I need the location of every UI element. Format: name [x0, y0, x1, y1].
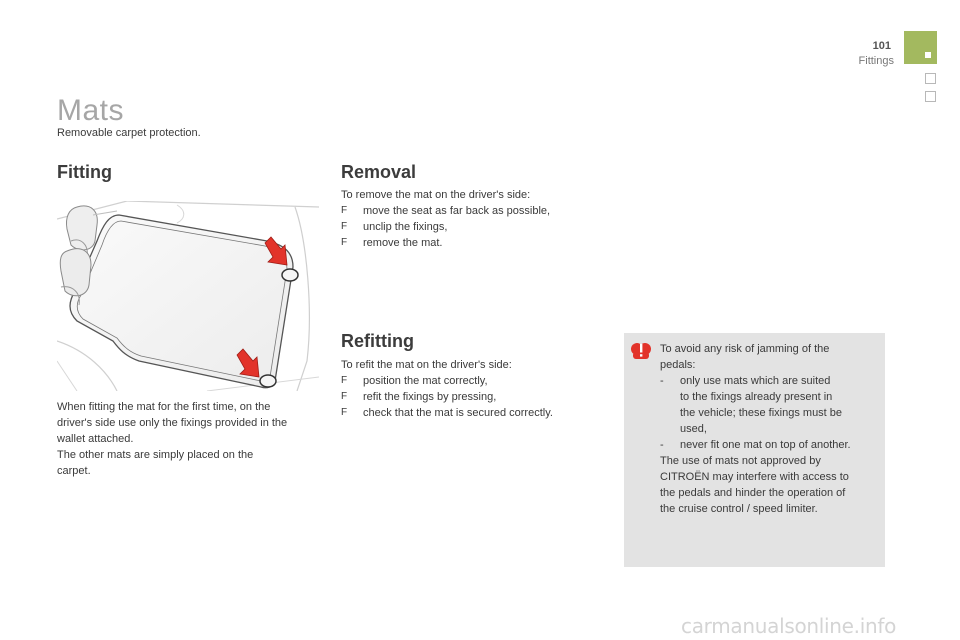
list-item — [341, 373, 601, 389]
square-icon — [925, 52, 931, 58]
refitting-intro: To refit the mat on the driver's side: — [341, 359, 512, 371]
fitting-line: carpet. — [57, 465, 91, 477]
warning-intro: To avoid any risk of jamming of the — [660, 343, 830, 355]
dash-bullet: - — [660, 439, 664, 451]
chapter-tab-outline-1 — [925, 73, 936, 84]
fitting-line: The other mats are simply placed on the — [57, 449, 254, 461]
section-name: Fittings — [858, 55, 894, 67]
warning-outro: The use of mats not approved by — [660, 455, 821, 467]
refitting-text — [341, 357, 601, 421]
warning-text — [660, 341, 882, 517]
warning-item-line: the vehicle; these fixings must be — [680, 407, 843, 419]
list-item — [660, 373, 882, 437]
warning-outro: CITROËN may interfere with access to — [660, 471, 849, 483]
refitting-step: position the mat correctly, — [363, 375, 488, 387]
removal-step: remove the mat. — [363, 237, 443, 249]
removal-step: unclip the fixings, — [363, 221, 448, 233]
fitting-text — [57, 399, 322, 479]
warning-item-line: used, — [680, 423, 707, 435]
warning-item-line: never fit one mat on top of another. — [680, 439, 851, 451]
warning-box — [624, 333, 885, 567]
refitting-step: refit the fixings by pressing, — [363, 391, 497, 403]
arrow-right-icon: F — [341, 391, 348, 402]
page-number: 101 — [872, 40, 891, 52]
floor-mat-illustration — [57, 201, 319, 391]
refitting-step: check that the mat is secured correctly. — [363, 407, 553, 419]
refitting-heading: Refitting — [341, 331, 414, 351]
warning-item-line: only use mats which are suited — [680, 375, 831, 387]
arrow-right-icon: F — [341, 407, 348, 418]
page-title: Mats — [57, 94, 125, 127]
chapter-tab-active — [904, 31, 937, 64]
list-item — [660, 437, 882, 453]
fitting-line: wallet attached. — [57, 433, 134, 445]
list-item — [341, 203, 601, 219]
list-item — [341, 235, 601, 251]
watermark: carmanualsonline.info — [681, 614, 897, 638]
removal-step: move the seat as far back as possible, — [363, 205, 551, 217]
removal-intro: To remove the mat on the driver's side: — [341, 189, 531, 201]
fitting-heading: Fitting — [57, 162, 112, 182]
list-item — [341, 405, 601, 421]
arrow-right-icon: F — [341, 205, 348, 216]
warning-intro: pedals: — [660, 359, 696, 371]
list-item — [341, 219, 601, 235]
warning-item-line: to the fixings already present in — [680, 391, 833, 403]
page-subtitle: Removable carpet protection. — [57, 127, 201, 139]
fitting-line: driver's side use only the fixings provided in the — [57, 417, 288, 429]
arrow-right-icon: F — [341, 375, 348, 386]
fitting-line: When fitting the mat for the first time, on the — [57, 401, 271, 413]
removal-text — [341, 187, 601, 251]
warning-outro: the cruise control / speed limiter. — [660, 503, 818, 515]
list-item — [341, 389, 601, 405]
arrow-right-icon: F — [341, 237, 348, 248]
warning-outro: the pedals and hinder the operation of — [660, 487, 846, 499]
removal-heading: Removal — [341, 162, 417, 182]
arrow-right-icon: F — [341, 221, 348, 232]
warning-exclamation-icon — [630, 341, 652, 361]
dash-bullet: - — [660, 375, 664, 387]
chapter-tab-outline-2 — [925, 91, 936, 102]
